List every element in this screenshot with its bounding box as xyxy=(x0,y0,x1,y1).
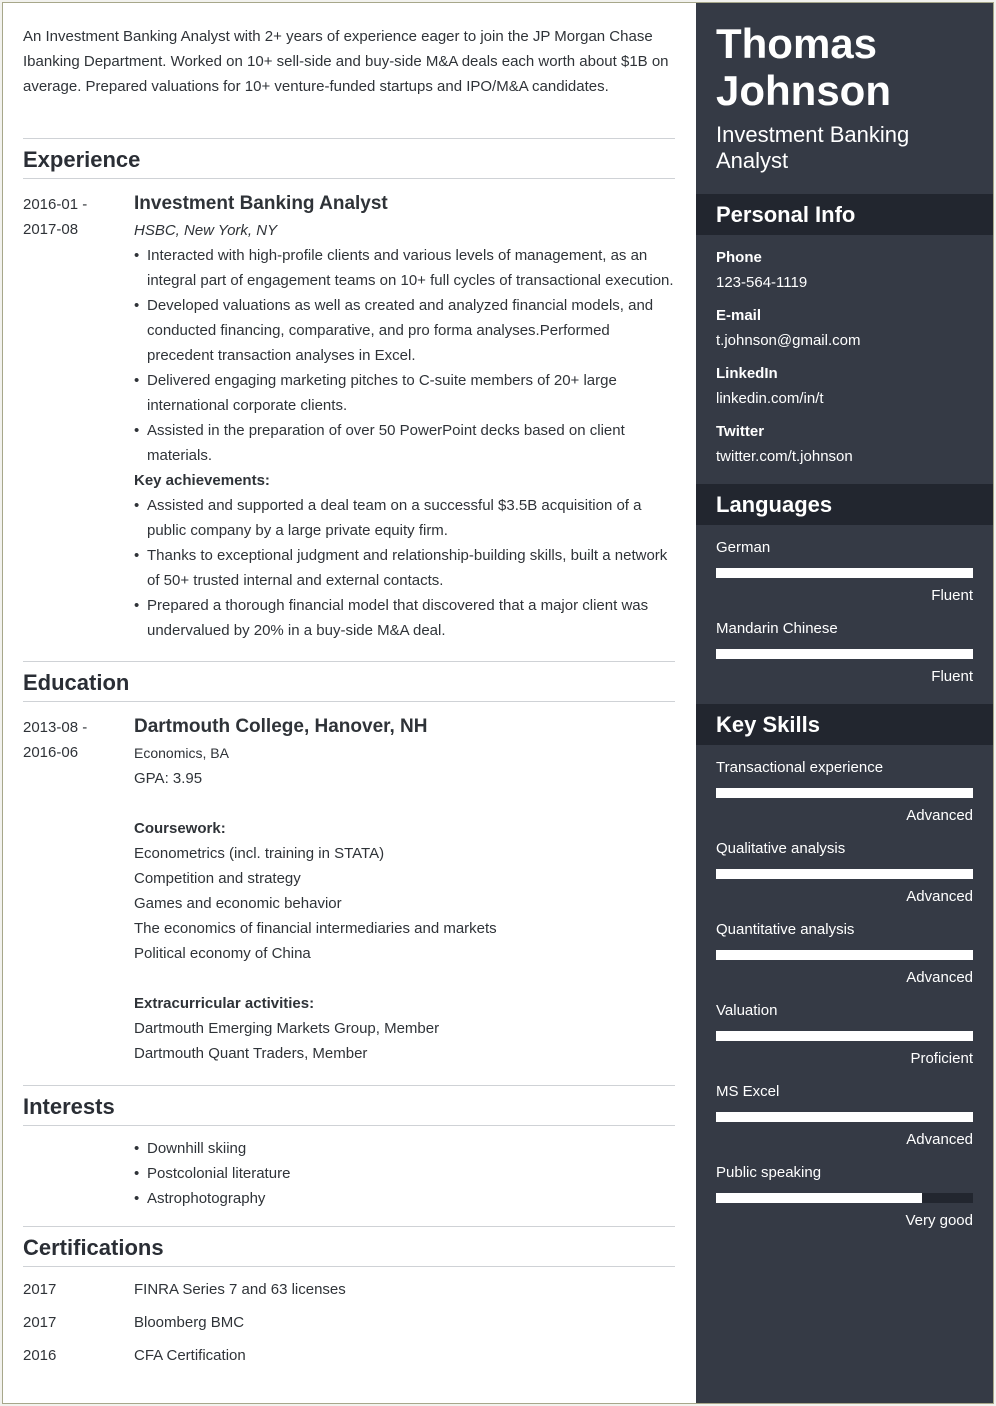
level-fill xyxy=(716,788,973,798)
last-name: Johnson xyxy=(716,67,891,114)
achievement-bullets xyxy=(134,493,679,643)
level-fill xyxy=(716,950,973,960)
interests-title: Interests xyxy=(23,1094,115,1119)
cert-name: Bloomberg BMC xyxy=(134,1314,245,1331)
languages-title: Languages xyxy=(716,492,833,517)
skill-name: Quantitative analysis xyxy=(716,921,855,938)
language-name: Mandarin Chinese xyxy=(716,620,838,637)
experience-title: Experience xyxy=(23,147,141,172)
certifications-title: Certifications xyxy=(23,1235,164,1260)
cert-name: CFA Certification xyxy=(134,1347,246,1364)
experience-date-end: 2017-08 xyxy=(23,221,79,238)
list-item: • Developed valuations as well as created and analyzed financial models, and conducted financing, comparative, and pro forma analyses.Performed precedent transaction analyses in Excel. xyxy=(134,293,679,368)
linkedin-label: LinkedIn xyxy=(716,365,778,382)
list-item: • Postcolonial literature xyxy=(134,1161,679,1186)
language-level: Fluent xyxy=(931,587,973,604)
list-item: Econometrics (incl. training in STATA) xyxy=(134,845,385,862)
education-date-end: 2016-06 xyxy=(23,744,79,761)
experience-heading xyxy=(23,138,675,179)
level-fill xyxy=(716,1193,922,1203)
skill-level-bar xyxy=(716,1031,973,1041)
experience-date xyxy=(23,192,123,242)
education-entry xyxy=(134,715,679,1066)
experience-date-start: 2016-01 - xyxy=(23,196,88,213)
education-title: Education xyxy=(23,670,130,695)
coursework-label: Coursework: xyxy=(134,820,226,837)
language-name: German xyxy=(716,539,771,556)
interests-heading xyxy=(23,1085,675,1126)
candidate-name xyxy=(716,20,891,114)
skill-level-bar xyxy=(716,950,973,960)
skill-name: Transactional experience xyxy=(716,759,884,776)
education-date xyxy=(23,715,123,765)
skill-level-bar xyxy=(716,869,973,879)
skill-name: MS Excel xyxy=(716,1083,780,1100)
email-value: t.johnson@gmail.com xyxy=(716,332,861,349)
sidebar xyxy=(696,3,993,1403)
experience-entry xyxy=(134,192,679,643)
twitter-value: twitter.com/t.johnson xyxy=(716,448,853,465)
skill-level: Advanced xyxy=(906,807,973,824)
cert-year: 2016 xyxy=(23,1347,57,1364)
skill-level-bar xyxy=(716,1193,973,1203)
skill-level: Advanced xyxy=(906,1131,973,1148)
twitter-label: Twitter xyxy=(716,423,765,440)
cert-year: 2017 xyxy=(23,1281,57,1298)
skill-level: Advanced xyxy=(906,969,973,986)
list-item: Dartmouth Quant Traders, Member xyxy=(134,1045,368,1062)
first-name: Thomas xyxy=(716,20,878,67)
interests-list xyxy=(134,1136,679,1211)
resume-page xyxy=(2,2,994,1404)
list-item: • Downhill skiing xyxy=(134,1136,679,1161)
cert-year: 2017 xyxy=(23,1314,57,1331)
list-item: • Assisted in the preparation of over 50 PowerPoint decks based on client materials. xyxy=(134,418,679,468)
list-item: Political economy of China xyxy=(134,945,311,962)
personal-info-heading xyxy=(696,194,993,235)
email-label: E-mail xyxy=(716,307,762,324)
skill-level: Very good xyxy=(905,1212,973,1229)
degree: Economics, BA xyxy=(134,745,229,761)
languages-heading xyxy=(696,484,993,525)
gpa: GPA: 3.95 xyxy=(134,770,203,787)
list-item: Competition and strategy xyxy=(134,870,301,887)
summary: An Investment Banking Analyst with 2+ years of experience eager to join the JP Morgan Chase Ibanking Department. Worked on 10+ sell-side and buy-side M&A deals each worth about $1B on average. Prepared valuations for 10+ venture-funded startups and IPO/M&A candidates. xyxy=(23,28,669,95)
level-fill xyxy=(716,869,973,879)
list-item: Games and economic behavior xyxy=(134,895,342,912)
candidate-title: Investment Banking Analyst xyxy=(716,122,910,173)
level-fill xyxy=(716,568,973,578)
linkedin-value: linkedin.com/in/t xyxy=(716,390,824,407)
language-level: Fluent xyxy=(931,668,973,685)
education-heading xyxy=(23,661,675,702)
list-item: • Thanks to exceptional judgment and relationship-building skills, built a network of 50+ trusted internal and external contacts. xyxy=(134,543,679,593)
skill-level: Proficient xyxy=(910,1050,973,1067)
list-item: Dartmouth Emerging Markets Group, Member xyxy=(134,1020,440,1037)
main-column xyxy=(3,3,696,1403)
education-date-start: 2013-08 - xyxy=(23,719,88,736)
list-item: • Prepared a thorough financial model that discovered that a major client was undervalued by 20% in a buy-side M&A deal. xyxy=(134,593,679,643)
list-item: • Astrophotography xyxy=(134,1186,679,1211)
phone-value: 123-564-1119 xyxy=(716,274,808,291)
list-item: The economics of financial intermediaries and markets xyxy=(134,920,497,937)
certifications-heading xyxy=(23,1226,675,1267)
list-item: • Interacted with high-profile clients and various levels of management, as an integral part of engagement teams on 10+ full cycles of transactional execution. xyxy=(134,243,679,293)
language-level-bar xyxy=(716,568,973,578)
list-item: • Delivered engaging marketing pitches to C-suite members of 20+ large international corporate clients. xyxy=(134,368,679,418)
cert-name: FINRA Series 7 and 63 licenses xyxy=(134,1281,346,1298)
extracurricular-label: Extracurricular activities: xyxy=(134,995,315,1012)
skill-name: Valuation xyxy=(716,1002,778,1019)
skill-name: Public speaking xyxy=(716,1164,822,1181)
skill-level-bar xyxy=(716,1112,973,1122)
list-item: • Assisted and supported a deal team on a successful $3.5B acquisition of a public company by a large private equity firm. xyxy=(134,493,679,543)
language-level-bar xyxy=(716,649,973,659)
skills-heading xyxy=(696,704,993,745)
skill-level-bar xyxy=(716,788,973,798)
level-fill xyxy=(716,1031,973,1041)
level-fill xyxy=(716,1112,973,1122)
school: Dartmouth College, Hanover, NH xyxy=(134,716,428,737)
skill-level: Advanced xyxy=(906,888,973,905)
skill-name: Qualitative analysis xyxy=(716,840,846,857)
achievements-label: Key achievements: xyxy=(134,472,270,489)
company: HSBC, New York, NY xyxy=(134,222,278,239)
level-fill xyxy=(716,649,973,659)
personal-info-title: Personal Info xyxy=(716,202,856,227)
skills-title: Key Skills xyxy=(716,712,820,737)
experience-bullets xyxy=(134,243,679,468)
phone-label: Phone xyxy=(716,249,762,266)
job-title: Investment Banking Analyst xyxy=(134,193,388,214)
